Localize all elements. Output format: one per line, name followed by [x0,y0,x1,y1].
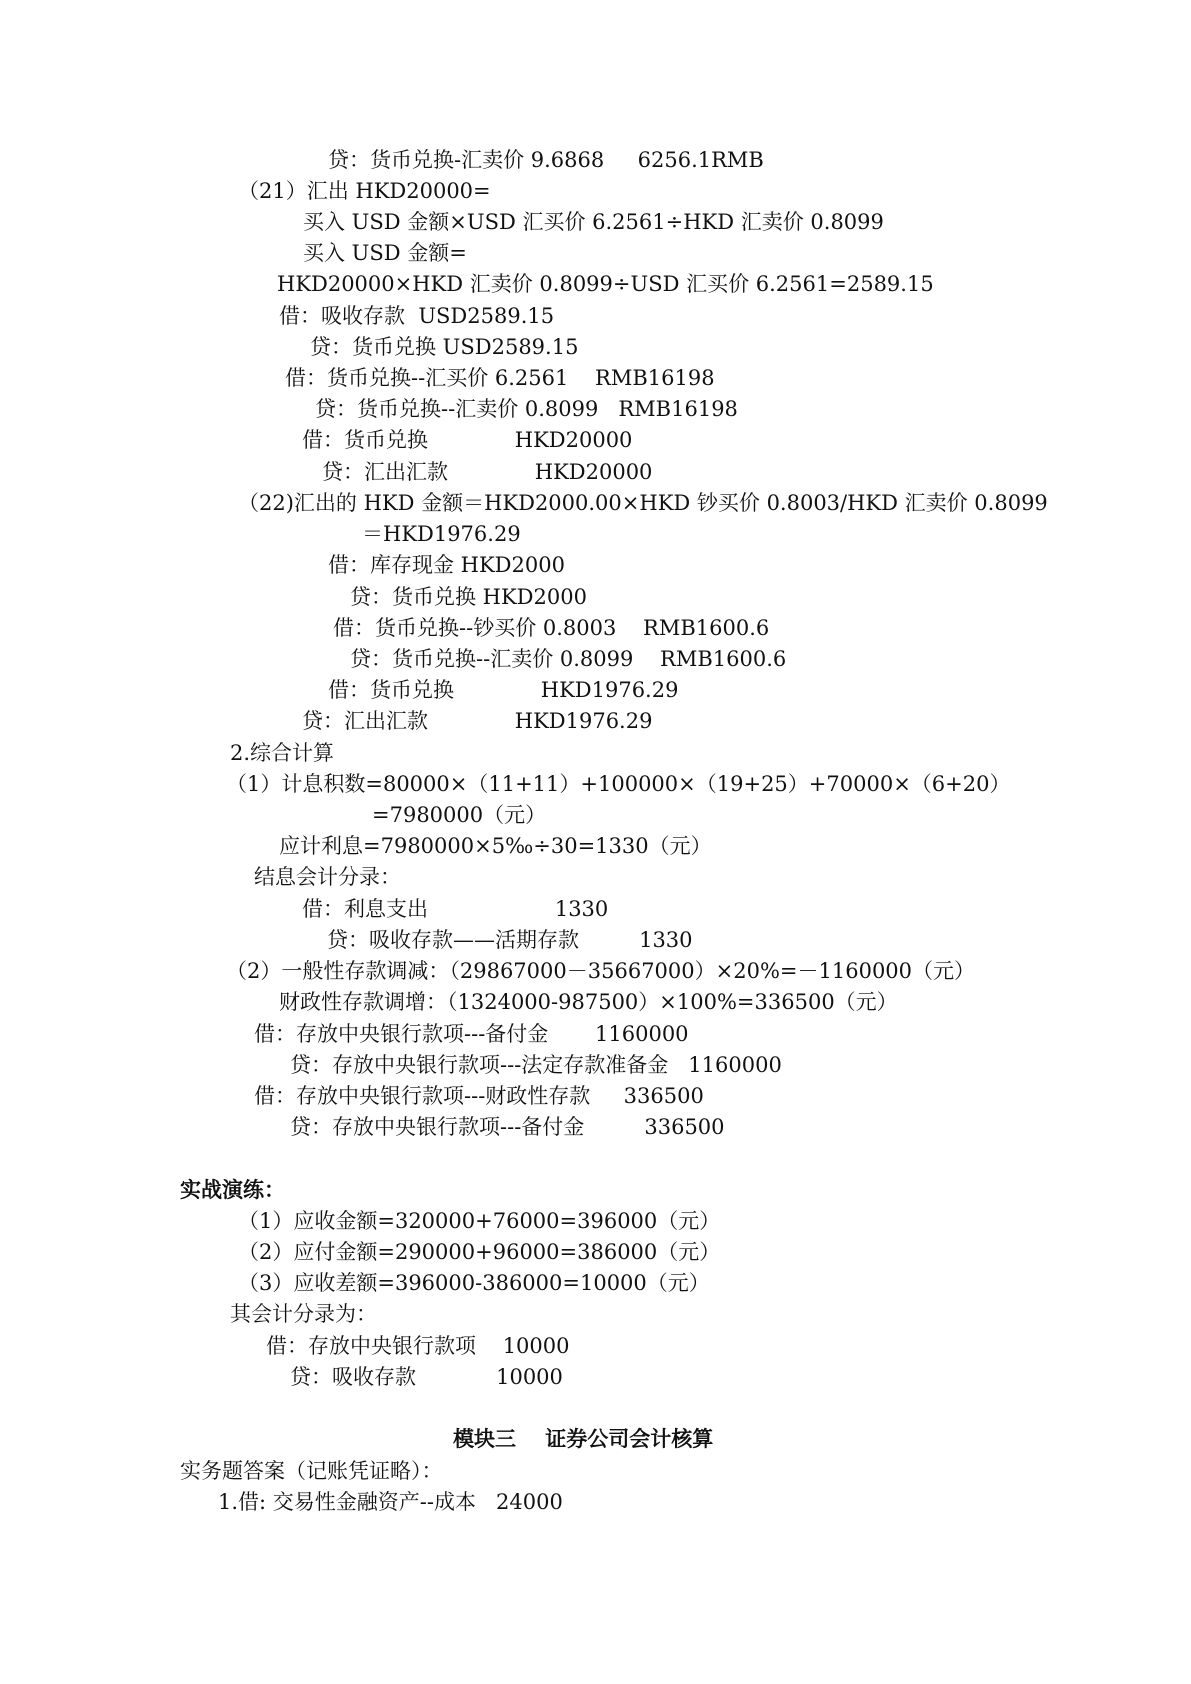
text-line: （3）应收差额=396000-386000=10000（元） [238,1271,710,1295]
section-heading: 实战演练： [180,1178,285,1202]
module-title: 模块三 证券公司会计核算 [453,1427,714,1451]
text-line: 买入 USD 金额= [303,241,467,265]
text-line: （2）应付金额=290000+96000=386000（元） [238,1240,721,1264]
text-line: 实务题答案（记账凭证略）： [180,1459,443,1483]
section-heading: 2.综合计算 [230,741,335,765]
text-line: 贷：汇出汇款 HKD1976.29 [302,709,653,733]
text-line: （22)汇出的 HKD 金额＝HKD2000.00×HKD 钞买价 0.8003/HKD 汇卖价 0.8099 [238,491,1048,515]
text-line: 借：货币兑换 HKD1976.29 [328,678,679,702]
text-line: 借：存放中央银行款项---财政性存款 336500 [254,1084,704,1108]
text-line: HKD20000×HKD 汇卖价 0.8099÷USD 汇买价 6.2561=2589.15 [277,272,934,296]
text-line: 贷：货币兑换 HKD2000 [350,585,587,609]
text-line: =7980000（元） [372,803,547,827]
text-line: 财政性存款调增：（1324000-987500）×100%=336500（元） [279,990,898,1014]
text-line: 借：库存现金 HKD2000 [328,553,565,577]
text-line: 借：存放中央银行款项 10000 [266,1334,570,1358]
text-line: 1.借: 交易性金融资产--成本 24000 [218,1490,563,1514]
text-line: 借：存放中央银行款项---备付金 1160000 [254,1022,689,1046]
text-line: 贷：存放中央银行款项---备付金 336500 [290,1115,725,1139]
text-line: 贷：货币兑换 USD2589.15 [310,335,579,359]
text-line: 借：货币兑换--钞买价 0.8003 RMB1600.6 [333,616,770,640]
text-line: 其会计分录为： [230,1302,377,1326]
text-line: 贷：存放中央银行款项---法定存款准备金 1160000 [290,1053,782,1077]
text-line: 贷：货币兑换--汇卖价 0.8099 RMB16198 [315,397,738,421]
text-line: 应计利息=7980000×5‰÷30=1330（元） [279,834,712,858]
text-line: 贷：吸收存款 10000 [290,1365,563,1389]
text-line: （2）一般性存款调减：（29867000－35667000）×20%=－1160000（元） [226,959,976,983]
text-line: （1）应收金额=320000+76000=396000（元） [238,1209,721,1233]
text-line: 结息会计分录： [254,865,401,889]
text-line: 贷：汇出汇款 HKD20000 [322,460,653,484]
text-line: （1）计息积数=80000×（11+11）+100000×（19+25）+70000×（6+20） [226,772,1011,796]
text-line: 买入 USD 金额×USD 汇买价 6.2561÷HKD 汇卖价 0.8099 [303,210,884,234]
text-line: （21）汇出 HKD20000= [238,179,491,203]
text-line: 借：货币兑换 HKD20000 [302,428,633,452]
text-line: 贷：货币兑换-汇卖价 9.6868 6256.1RMB [328,148,764,172]
text-line: 贷：货币兑换--汇卖价 0.8099 RMB1600.6 [350,647,787,671]
text-line: 借：货币兑换--汇买价 6.2561 RMB16198 [285,366,715,390]
text-line: 贷：吸收存款——活期存款 1330 [327,928,693,952]
text-line: 借：利息支出 1330 [302,897,609,921]
text-line: 借：吸收存款 USD2589.15 [279,304,555,328]
text-line: ＝HKD1976.29 [362,522,521,546]
